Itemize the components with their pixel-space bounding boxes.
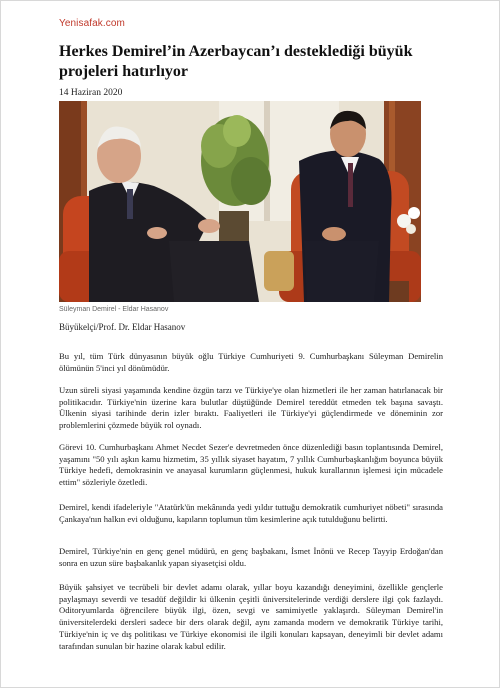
- article-date: 14 Haziran 2020: [59, 88, 123, 98]
- article-paragraph: Demirel, Türkiye'nin en genç genel müdürü, en genç başbakanı, İsmet İnönü ve Recep Tayyip Erdoğan'dan sonra en uzun süre başbakanlık yapan siyasetçisi oldu.: [59, 546, 443, 568]
- image-caption: Süleyman Demirel - Eldar Hasanov: [59, 306, 169, 313]
- site-brand[interactable]: Yenisafak.com: [59, 18, 125, 29]
- article-title: Herkes Demirel’in Azerbaycan’ı desteklediği büyük projeleri hatırlıyor: [59, 43, 413, 80]
- article-photo: [59, 101, 421, 302]
- article-byline: Büyükelçi/Prof. Dr. Eldar Hasanov: [59, 322, 186, 332]
- article-paragraph: Büyük şahsiyet ve tecrübeli bir devlet adamı olarak, yıllar boyu kazandığı deneyimini, özellikle gençlerle paylaşmayı severdi ve tesadüf değildir ki ülkenin çeşitli üniversitelerinde verdiği derslere ilgi çok fazlaydı. Oditoryumlarda öğrencilere büyük ilgi, özen, sevgi ve samimiyetle yaklaşırdı. Süleyman Demirel'in üniversitelerdeki dersleri sadece bir ders olarak değil, aynı zamanda modern ve demokratik Türkiye tarihi, Türkiye'nin iç ve dış politikası ve Türkiye ekonomisi ile ilgili konuları kapsayan, deneyimli bir devlet adamı tarafından sunulan bir hazine olarak kabul edilir.: [59, 582, 443, 651]
- article-paragraph: Bu yıl, tüm Türk dünyasının büyük oğlu Türkiye Cumhuriyeti 9. Cumhurbaşkanı Süleyman Demirelin ölümünün 5'inci yıl dönümüdür.: [59, 351, 443, 373]
- article-paragraph: Görevi 10. Cumhurbaşkanı Ahmet Necdet Sezer'e devretmeden önce düzenlediği basın toplantısında Demirel, yaşamını "50 yılı aşkın kamu hizmetim, 35 yıllık siyaset hayatım, 7 yıllık Cumhurbaşkanlığım boyunca büyük Türkiye hedefi, demokrasinin ve anayasal kurumların güçlenmesi, hukuk kurallarının işlemesi için mücadele ettim" sözleriyle özetledi.: [59, 442, 443, 488]
- article-paragraph: Demirel, kendi ifadeleriyle "Atatürk'ün mekânında yedi yıldır tuttuğu demokratik cumhuriyet nöbeti" sırasında Çankaya'nın halkın evi olduğunu, kapıların toplumun tüm kesimlerine açık tutulduğunu belirtti.: [59, 502, 443, 524]
- article-paragraph: Uzun süreli siyasi yaşamında kendine özgün tarzı ve Türkiye'ye olan hizmetleri ile her zaman hatırlanacak bir politikacıdır. Türkiye'nin üzerine kara bulutlar düştüğünde Demirel tereddüt etmeden tek başına savaştı. Ülkenin siyasi tarihinde derin izler bıraktı. Faaliyetleri ile Türkiye'yi güçlendirmede ve döneminin zor problemlerini çözmede büyük rol oynadı.: [59, 385, 443, 431]
